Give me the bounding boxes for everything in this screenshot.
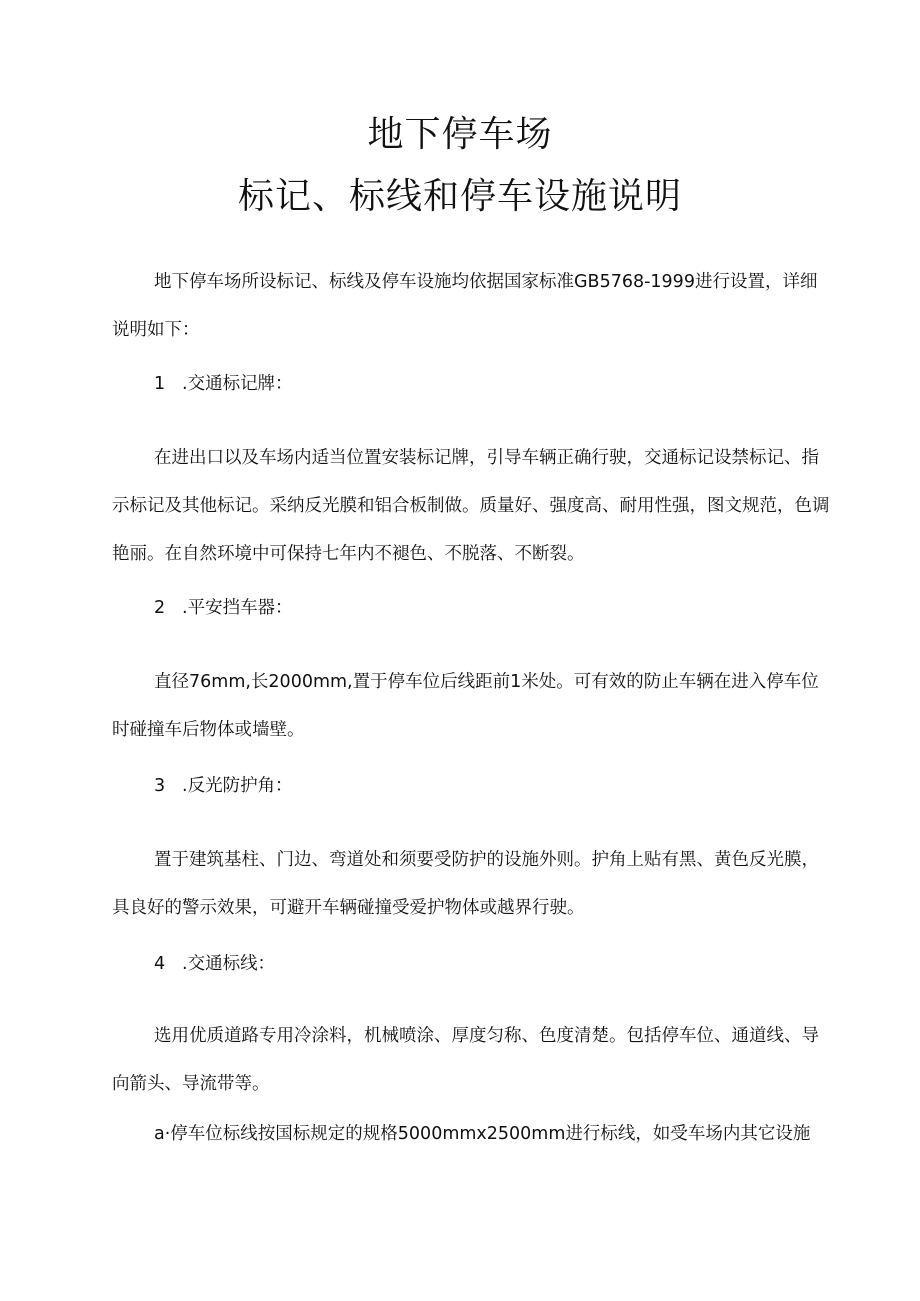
section-4-heading bbox=[154, 952, 275, 976]
section-heading-text: .交通标记牌： bbox=[182, 374, 293, 394]
intro-paragraph: 地下停车场所设标记、标线及停车设施均依据国家标准GB5768-1999进行设置，详细说明如下： bbox=[112, 272, 818, 340]
document-title-line-1: 地下停车场 bbox=[367, 114, 553, 155]
section-2-heading bbox=[154, 596, 293, 620]
section-heading-text: .交通标线： bbox=[182, 954, 276, 974]
section-1-body: 在进出口以及车场内适当位置安装标记牌，引导车辆正确行驶，交通标记设禁标记、指示标记及其他标记。采纳反光膜和铝合板制做。质量好、强度高、耐用性强，图文规范，色调艳丽。在自然环境中可保持七年内不褪色、不脱落、不断裂。 bbox=[112, 448, 830, 564]
section-number: 3 bbox=[154, 776, 166, 796]
item-a-paragraph: a·停车位标线按国标规定的规格5000mmx2500mm进行标线，如受车场内其它设施 bbox=[154, 1124, 811, 1144]
section-number: 2 bbox=[154, 598, 166, 618]
section-2-body: 直径76mm,长2000mm,置于停车位后线距前1米处。可有效的防止车辆在进入停车位时碰撞车后物体或墙壁。 bbox=[112, 672, 819, 740]
section-3-body: 置于建筑基柱、门边、弯道处和须要受防护的设施外则。护角上贴有黑、黄色反光膜，具良好的警示效果，可避开车辆碰撞受爱护物体或越界行驶。 bbox=[112, 850, 819, 918]
section-4-body: 选用优质道路专用冷涂料，机械喷涂、厚度匀称、色度清楚。包括停车位、通道线、导向箭头、导流带等。 bbox=[112, 1026, 819, 1094]
section-heading-text: .平安挡车器： bbox=[182, 598, 293, 618]
section-number: 1 bbox=[154, 374, 166, 394]
section-number: 4 bbox=[154, 954, 166, 974]
document-title-line-2: 标记、标线和停车设施说明 bbox=[237, 176, 682, 217]
section-3-heading bbox=[154, 774, 293, 798]
section-1-heading bbox=[154, 372, 293, 396]
section-heading-text: .反光防护角： bbox=[182, 776, 293, 796]
